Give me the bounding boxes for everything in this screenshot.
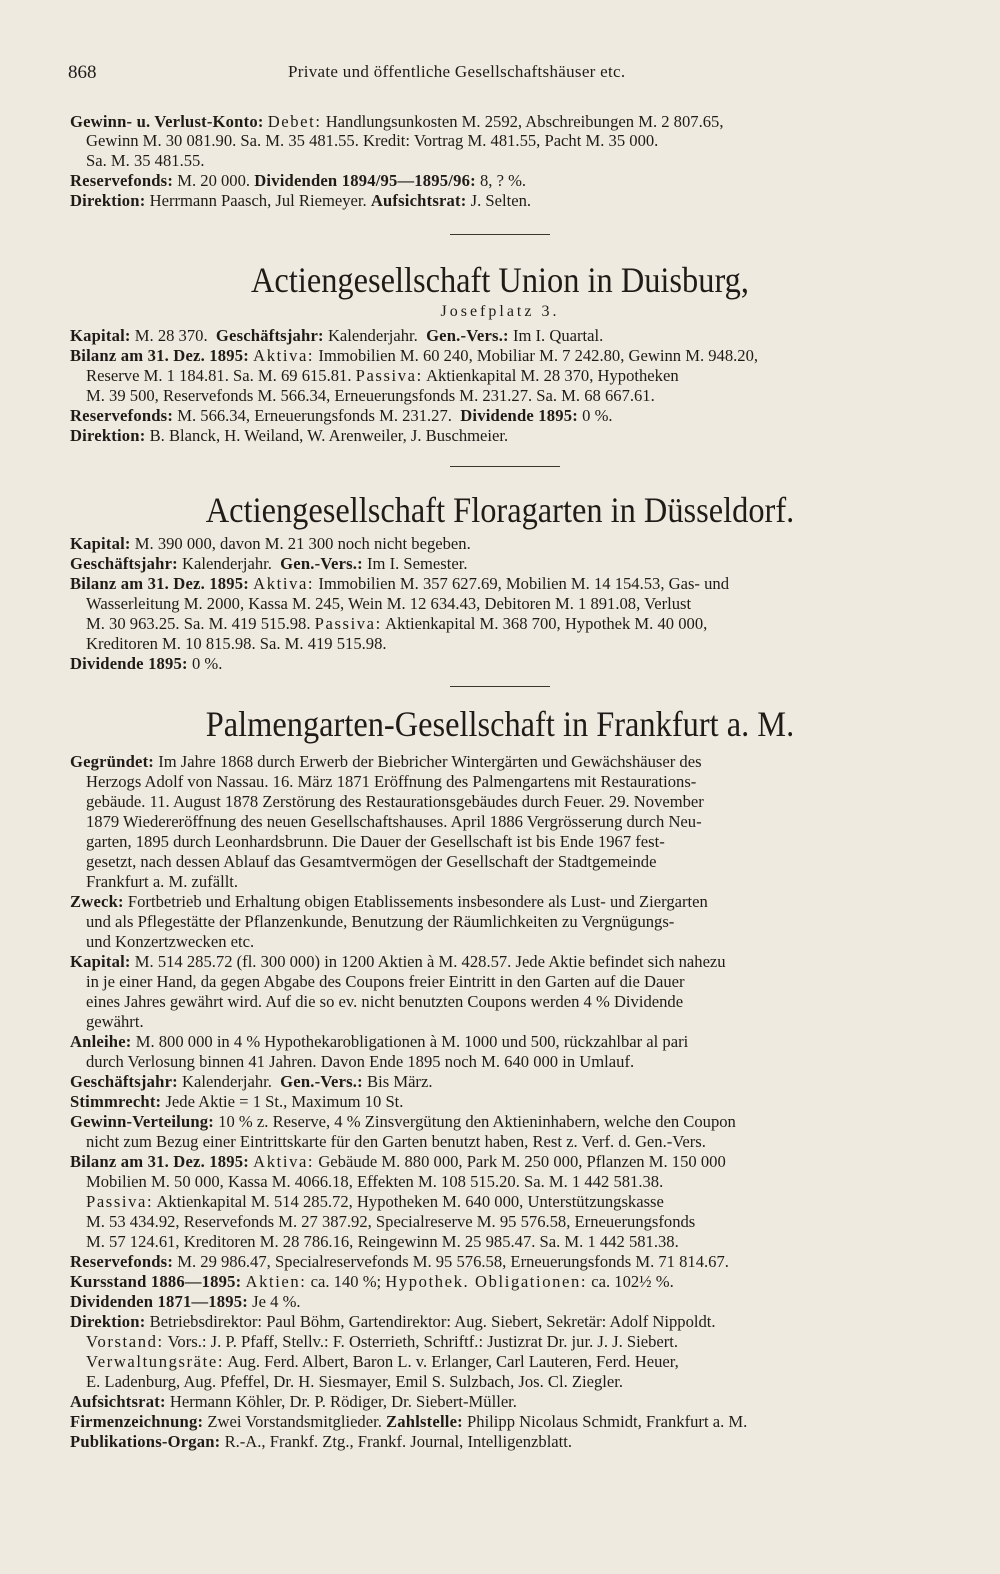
entry-text: ca. 102½ %. xyxy=(591,1272,674,1291)
entry-text: Vors.: J. P. Pfaff, Stellv.: F. Osterrieth, Schriftf.: Justizrat Dr. jur. J. J. Siebert. xyxy=(167,1332,679,1351)
text-line: gewährt. xyxy=(86,1012,144,1031)
section-divider xyxy=(450,466,560,467)
text-line xyxy=(86,1332,678,1352)
entry-key: Dividende 1895: xyxy=(460,406,578,425)
spaced-label: Passiva: xyxy=(314,614,382,633)
text-line xyxy=(70,654,222,674)
text-line xyxy=(70,574,729,594)
entry-text: M. 20 000. xyxy=(177,171,251,190)
entry-text: M. 514 285.72 (fl. 300 000) in 1200 Aktien à M. 428.57. Jede Aktie befindet sich nahezu xyxy=(134,952,726,971)
text-line: 1879 Wiedereröffnung des neuen Gesellschaftshauses. April 1886 Vergrösserung durch Neu- xyxy=(86,812,702,831)
text-line xyxy=(70,1252,729,1272)
entry-text: 0 %. xyxy=(191,654,223,673)
entry-key: Gegründet: xyxy=(70,752,155,771)
entry-text: 8, ? %. xyxy=(479,171,527,190)
text-line xyxy=(70,1152,726,1172)
section-title: Actiengesellschaft Floragarten in Düsseldorf. xyxy=(205,490,795,530)
text-line xyxy=(70,1312,716,1332)
text-line xyxy=(86,1192,664,1212)
text-line xyxy=(70,752,702,772)
entry-key: Aufsichtsrat: xyxy=(70,1392,166,1411)
text-line: Herzogs Adolf von Nassau. 16. März 1871 Eröffnung des Palmengartens mit Restaurations- xyxy=(86,772,697,791)
spaced-label: Vorstand: xyxy=(86,1332,164,1351)
text-line: Sa. M. 35 481.55. xyxy=(86,151,205,170)
entry-text: 0 %. xyxy=(582,406,613,425)
spaced-label: Aktiva: xyxy=(253,1152,315,1171)
entry-text: M. 800 000 in 4 % Hypothekarobligationen à M. 1000 und 500, rückzahlbar al pari xyxy=(135,1032,689,1051)
entry-key: Dividenden 1894/95—1895/96: xyxy=(254,171,476,190)
section-divider xyxy=(450,234,550,235)
entry-text: Zwei Vorstandsmitglieder. xyxy=(207,1412,382,1431)
entry-key: Aufsichtsrat: xyxy=(370,191,467,210)
entry-text: Im I. Quartal. xyxy=(512,326,604,345)
entry-key: Direktion: xyxy=(70,191,146,210)
page-number: 868 xyxy=(68,62,97,83)
text-line xyxy=(70,1292,301,1312)
entry-key: Geschäftsjahr: xyxy=(70,1072,178,1091)
entry-key: Direktion: xyxy=(70,426,146,445)
text-line: M. 57 124.61, Kreditoren M. 28 786.16, Reingewinn M. 25 985.47. Sa. M. 1 442 581.38. xyxy=(86,1232,679,1251)
entry-text: Je 4 %. xyxy=(252,1292,301,1311)
text-line xyxy=(70,534,471,554)
text-line xyxy=(70,1072,432,1092)
entry-key: Dividende 1895: xyxy=(70,654,188,673)
entry-text: Kalenderjahr. xyxy=(182,554,272,573)
entry-key: Gen.-Vers.: xyxy=(280,554,363,573)
entry-key: Direktion: xyxy=(70,1312,146,1331)
text-line xyxy=(70,171,526,191)
entry-key: Zahlstelle: xyxy=(386,1412,463,1431)
entry-key: Bilanz am 31. Dez. 1895: xyxy=(70,574,250,593)
entry-key: Kapital: xyxy=(70,952,131,971)
text-line xyxy=(70,554,468,574)
entry-text: ca. 140 %; xyxy=(310,1272,382,1291)
entry-key: Kursstand 1886—1895: xyxy=(70,1272,242,1291)
entry-key: Gen.-Vers.: xyxy=(280,1072,363,1091)
entry-text: J. Selten. xyxy=(470,191,532,210)
text-line: durch Verlosung binnen 41 Jahren. Davon Ende 1895 noch M. 640 000 in Umlauf. xyxy=(86,1052,635,1071)
spaced-label: Passiva: xyxy=(86,1192,154,1211)
entry-key: Zweck: xyxy=(70,892,124,911)
entry-text: Aktienkapital M. 514 285.72, Hypotheken M. 640 000, Unterstützungskasse xyxy=(156,1192,664,1211)
entry-text: Immobilien M. 357 627.69, Mobilien M. 14 154.53, Gas- und xyxy=(318,574,729,593)
text-line xyxy=(70,326,603,346)
section-subtitle: Josefplatz 3. xyxy=(440,303,560,320)
text-line: Wasserleitung M. 2000, Kassa M. 245, Wein M. 12 634.43, Debitoren M. 1 891.08, Verlust xyxy=(86,594,692,613)
entry-text: Hermann Köhler, Dr. P. Rödiger, Dr. Siebert-Müller. xyxy=(169,1392,517,1411)
entry-text: R.-A., Frankf. Ztg., Frankf. Journal, Intelligenzblatt. xyxy=(224,1432,573,1451)
entry-key: Kapital: xyxy=(70,534,131,553)
entry-text: Jede Aktie = 1 St., Maximum 10 St. xyxy=(165,1092,404,1111)
entry-text: Aktienkapital M. 28 370, Hypotheken xyxy=(426,366,679,385)
entry-text: Bis März. xyxy=(367,1072,433,1091)
text-line: E. Ladenburg, Aug. Pfeffel, Dr. H. Siesmayer, Emil S. Sulzbach, Jos. Cl. Ziegler. xyxy=(86,1372,624,1391)
text-line xyxy=(86,1352,679,1372)
section-title: Actiengesellschaft Union in Duisburg, xyxy=(251,260,749,300)
entry-key: Firmenzeichnung: xyxy=(70,1412,204,1431)
entry-key: Anleihe: xyxy=(70,1032,132,1051)
entry-key: Stimmrecht: xyxy=(70,1092,162,1111)
text-line: Gewinn M. 30 081.90. Sa. M. 35 481.55. Kredit: Vortrag M. 481.55, Pacht M. 35 000. xyxy=(86,131,659,150)
entry-text: M. 566.34, Erneuerungsfonds M. 231.27. xyxy=(177,406,452,425)
text-line xyxy=(86,366,679,386)
entry-text: M. 28 370. xyxy=(134,326,208,345)
entry-text: Reserve M. 1 184.81. Sa. M. 69 615.81. xyxy=(86,366,352,385)
section-divider xyxy=(450,686,550,687)
spaced-label: Hypothek. Obligationen: xyxy=(385,1272,588,1291)
entry-key: Gewinn- u. Verlust-Konto: xyxy=(70,112,264,131)
entry-text: Kalenderjahr. xyxy=(327,326,418,345)
text-line xyxy=(70,406,613,426)
spaced-label: Aktiva: xyxy=(253,346,315,365)
entry-key: Reservefonds: xyxy=(70,1252,174,1271)
text-line xyxy=(70,1432,572,1452)
text-line: in je einer Hand, da gegen Abgabe des Coupons freier Eintritt in den Garten auf die Dauer xyxy=(86,972,685,991)
text-line: gesetzt, nach dessen Ablauf das Gesamtvermögen der Gesellschaft der Stadtgemeinde xyxy=(86,852,657,871)
spaced-label: Verwaltungsräte: xyxy=(86,1352,225,1371)
text-line xyxy=(70,191,531,211)
entry-text: Fortbetrieb und Erhaltung obigen Etablissements insbesondere als Lust- und Ziergarten xyxy=(127,892,708,911)
entry-text: Aug. Ferd. Albert, Baron L. v. Erlanger, Carl Lauteren, Ferd. Heuer, xyxy=(227,1352,679,1371)
text-line xyxy=(86,614,707,634)
entry-text: Herrmann Paasch, Jul Riemeyer. xyxy=(149,191,367,210)
text-line xyxy=(70,952,726,972)
entry-key: Kapital: xyxy=(70,326,131,345)
text-line: und als Pflegestätte der Pflanzenkunde, Benutzung der Räumlichkeiten zu Vergnügungs- xyxy=(86,912,675,931)
spaced-label: Debet: xyxy=(267,112,322,131)
entry-key: Publikations-Organ: xyxy=(70,1432,221,1451)
text-line xyxy=(70,1032,688,1052)
text-line: Mobilien M. 50 000, Kassa M. 4066.18, Effekten M. 108 515.20. Sa. M. 1 442 581.38. xyxy=(86,1172,664,1191)
section-title: Palmengarten-Gesellschaft in Frankfurt a. M. xyxy=(205,704,795,744)
text-line: eines Jahres gewährt wird. Auf die so ev. nicht benutzten Coupons werden 4 % Dividende xyxy=(86,992,684,1011)
text-line: M. 39 500, Reservefonds M. 566.34, Erneuerungsfonds M. 231.27. Sa. M. 68 667.61. xyxy=(86,386,655,405)
text-line: Kreditoren M. 10 815.98. Sa. M. 419 515.98. xyxy=(86,634,387,653)
entry-key: Gen.-Vers.: xyxy=(426,326,509,345)
spaced-label: Aktiva: xyxy=(253,574,315,593)
text-line xyxy=(70,346,758,366)
text-line xyxy=(70,892,708,912)
entry-key: Gewinn-Verteilung: xyxy=(70,1112,215,1131)
text-line: Frankfurt a. M. zufällt. xyxy=(86,872,239,891)
entry-key: Geschäftsjahr: xyxy=(215,326,324,345)
entry-text: Gebäude M. 880 000, Park M. 250 000, Pflanzen M. 150 000 xyxy=(318,1152,726,1171)
entry-key: Bilanz am 31. Dez. 1895: xyxy=(70,346,250,365)
entry-text: Handlungsunkosten M. 2592, Abschreibungen M. 2 807.65, xyxy=(325,112,724,131)
spaced-label: Aktien: xyxy=(245,1272,307,1291)
text-line xyxy=(70,1112,736,1132)
entry-key: Reservefonds: xyxy=(70,171,174,190)
entry-text: Betriebsdirektor: Paul Böhm, Gartendirektor: Aug. Siebert, Sekretär: Adolf Nippoldt. xyxy=(149,1312,716,1331)
entry-text: Im I. Semester. xyxy=(367,554,468,573)
entry-text: Im Jahre 1868 durch Erwerb der Biebricher Wintergärten und Gewächshäuser des xyxy=(158,752,702,771)
text-line: garten, 1895 durch Leonhardsbrunn. Die Dauer der Gesellschaft ist bis Ende 1967 fest- xyxy=(86,832,665,851)
entry-key: Bilanz am 31. Dez. 1895: xyxy=(70,1152,250,1171)
entry-text: Kalenderjahr. xyxy=(182,1072,272,1091)
text-line: nicht zum Bezug einer Eintrittskarte für den Garten benutzt haben, Rest z. Verf. d. Gen.-Vers. xyxy=(86,1132,706,1151)
spaced-label: Passiva: xyxy=(355,366,423,385)
entry-key: Dividenden 1871—1895: xyxy=(70,1292,248,1311)
text-line xyxy=(70,112,723,132)
entry-text: M. 30 963.25. Sa. M. 419 515.98. xyxy=(86,614,311,633)
text-line xyxy=(70,1412,747,1432)
text-line xyxy=(70,426,508,446)
text-line xyxy=(70,1092,403,1112)
text-line: und Konzertzwecken etc. xyxy=(86,932,255,951)
entry-text: Aktienkapital M. 368 700, Hypothek M. 40 000, xyxy=(385,614,708,633)
entry-text: 10 % z. Reserve, 4 % Zinsvergütung den Aktieninhabern, welche den Coupon xyxy=(218,1112,736,1131)
text-line xyxy=(70,1272,674,1292)
text-line: gebäude. 11. August 1878 Zerstörung des Restaurationsgebäudes durch Feuer. 29. November xyxy=(86,792,704,811)
entry-text: Immobilien M. 60 240, Mobiliar M. 7 242.80, Gewinn M. 948.20, xyxy=(318,346,759,365)
entry-text: Philipp Nicolaus Schmidt, Frankfurt a. M. xyxy=(467,1412,748,1431)
entry-text: M. 390 000, davon M. 21 300 noch nicht begeben. xyxy=(134,534,471,553)
entry-key: Geschäftsjahr: xyxy=(70,554,178,573)
text-line: M. 53 434.92, Reservefonds M. 27 387.92, Specialreserve M. 95 576.58, Erneuerungsfonds xyxy=(86,1212,696,1231)
entry-key: Reservefonds: xyxy=(70,406,174,425)
entry-text: B. Blanck, H. Weiland, W. Arenweiler, J. Buschmeier. xyxy=(149,426,509,445)
entry-text: M. 29 986.47, Specialreservefonds M. 95 576.58, Erneuerungsfonds M. 71 814.67. xyxy=(177,1252,729,1271)
text-line xyxy=(70,1392,517,1412)
running-head: Private und öffentliche Gesellschaftshäuser etc. xyxy=(288,62,626,81)
